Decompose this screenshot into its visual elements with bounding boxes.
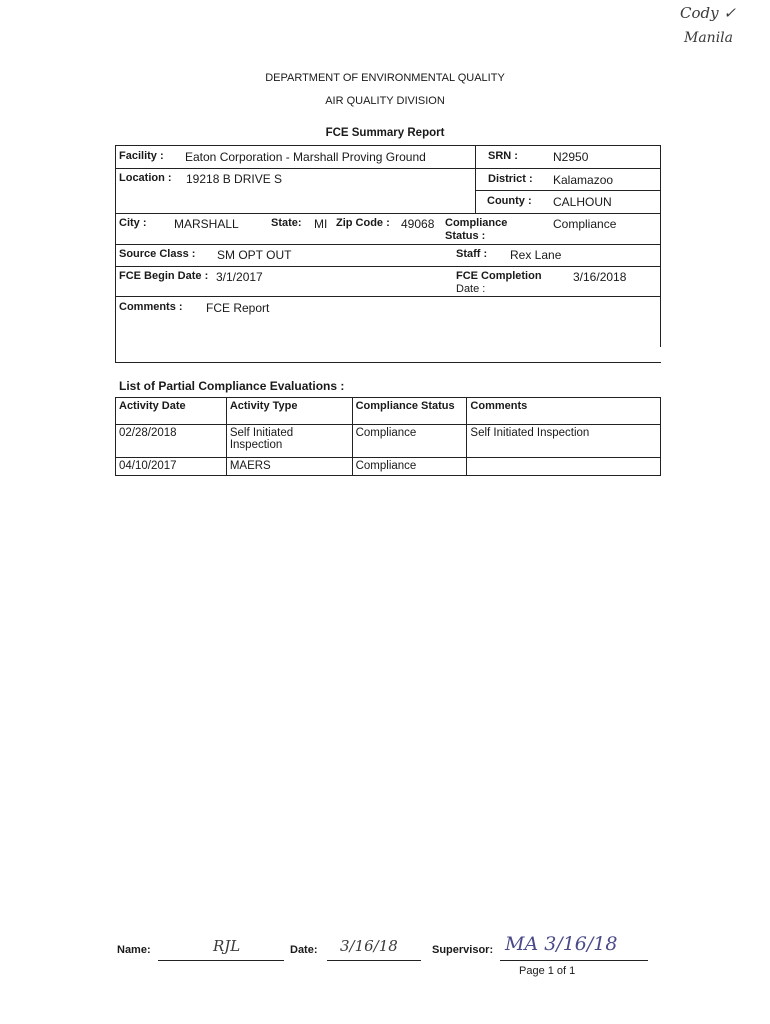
pce-table-header: [116, 398, 661, 425]
comments-label: Comments :: [119, 301, 183, 313]
page-number: Page 1 of 1: [519, 965, 576, 977]
state-value: MI: [314, 217, 328, 231]
state-label: State:: [271, 217, 302, 229]
zip-code-label: Zip Code :: [336, 217, 390, 229]
county-value: CALHOUN: [553, 195, 612, 209]
source-class-label: Source Class :: [119, 248, 196, 260]
handwritten-note-manila: Manila: [684, 30, 733, 46]
county-label: County :: [487, 195, 532, 207]
city-label: City :: [119, 217, 147, 229]
district-value: Kalamazoo: [553, 173, 614, 187]
col-activity-type: Activity Type: [226, 398, 352, 425]
col-activity-date: Activity Date: [116, 398, 227, 425]
cell-activity-type: MAERS: [226, 458, 352, 476]
city-value: MARSHALL: [174, 217, 239, 231]
cell-compliance-status: Compliance: [352, 425, 467, 458]
comments-value: FCE Report: [206, 301, 270, 315]
fce-begin-date-value: 3/1/2017: [216, 270, 263, 284]
date-label: Date:: [290, 944, 318, 956]
cell-comments: Self Initiated Inspection: [467, 425, 661, 458]
compliance-status-value: Compliance: [553, 217, 617, 231]
cell-compliance-status: Compliance: [352, 458, 467, 476]
district-label: District :: [488, 173, 533, 185]
pce-table: [115, 397, 661, 476]
table-row: [116, 458, 661, 476]
cell-activity-type: Self Initiated Inspection: [226, 425, 352, 458]
srn-label: SRN :: [488, 150, 518, 162]
supervisor-label: Supervisor:: [432, 944, 494, 956]
source-class-value: SM OPT OUT: [217, 248, 292, 262]
report-title: FCE Summary Report: [325, 127, 445, 139]
pce-list-title: List of Partial Compliance Evaluations :: [119, 379, 345, 393]
zip-code-value: 49068: [401, 217, 435, 231]
facility-label: Facility :: [119, 150, 164, 162]
fce-completion-date-label-line2: Date :: [456, 283, 486, 295]
location-label: Location :: [119, 172, 172, 184]
table-row: [116, 425, 661, 458]
department-heading: DEPARTMENT OF ENVIRONMENTAL QUALITY: [265, 72, 505, 84]
cell-activity-date: 04/10/2017: [116, 458, 227, 476]
col-comments: Comments: [467, 398, 661, 425]
compliance-status-label-line2: Status :: [445, 230, 486, 242]
date-signature: 3/16/18: [340, 937, 398, 955]
fce-begin-date-label: FCE Begin Date :: [119, 270, 209, 282]
fce-completion-date-label: FCE Completion: [456, 270, 542, 282]
name-label: Name:: [117, 944, 151, 956]
cell-activity-date: 02/28/2018: [116, 425, 227, 458]
division-heading: AIR QUALITY DIVISION: [325, 95, 445, 107]
col-compliance-status: Compliance Status: [352, 398, 467, 425]
fce-completion-date-value: 3/16/2018: [573, 270, 627, 284]
compliance-status-label: Compliance: [445, 217, 508, 229]
supervisor-signature: MA 3/16/18: [505, 933, 618, 955]
srn-value: N2950: [553, 150, 589, 164]
staff-value: Rex Lane: [510, 248, 562, 262]
facility-value: Eaton Corporation - Marshall Proving Ground: [185, 150, 426, 164]
handwritten-note-cody: Cody ✓: [680, 4, 736, 22]
location-value: 19218 B DRIVE S: [186, 172, 283, 186]
name-signature: RJL: [213, 937, 241, 955]
cell-comments: [467, 458, 661, 476]
staff-label: Staff :: [456, 248, 488, 260]
